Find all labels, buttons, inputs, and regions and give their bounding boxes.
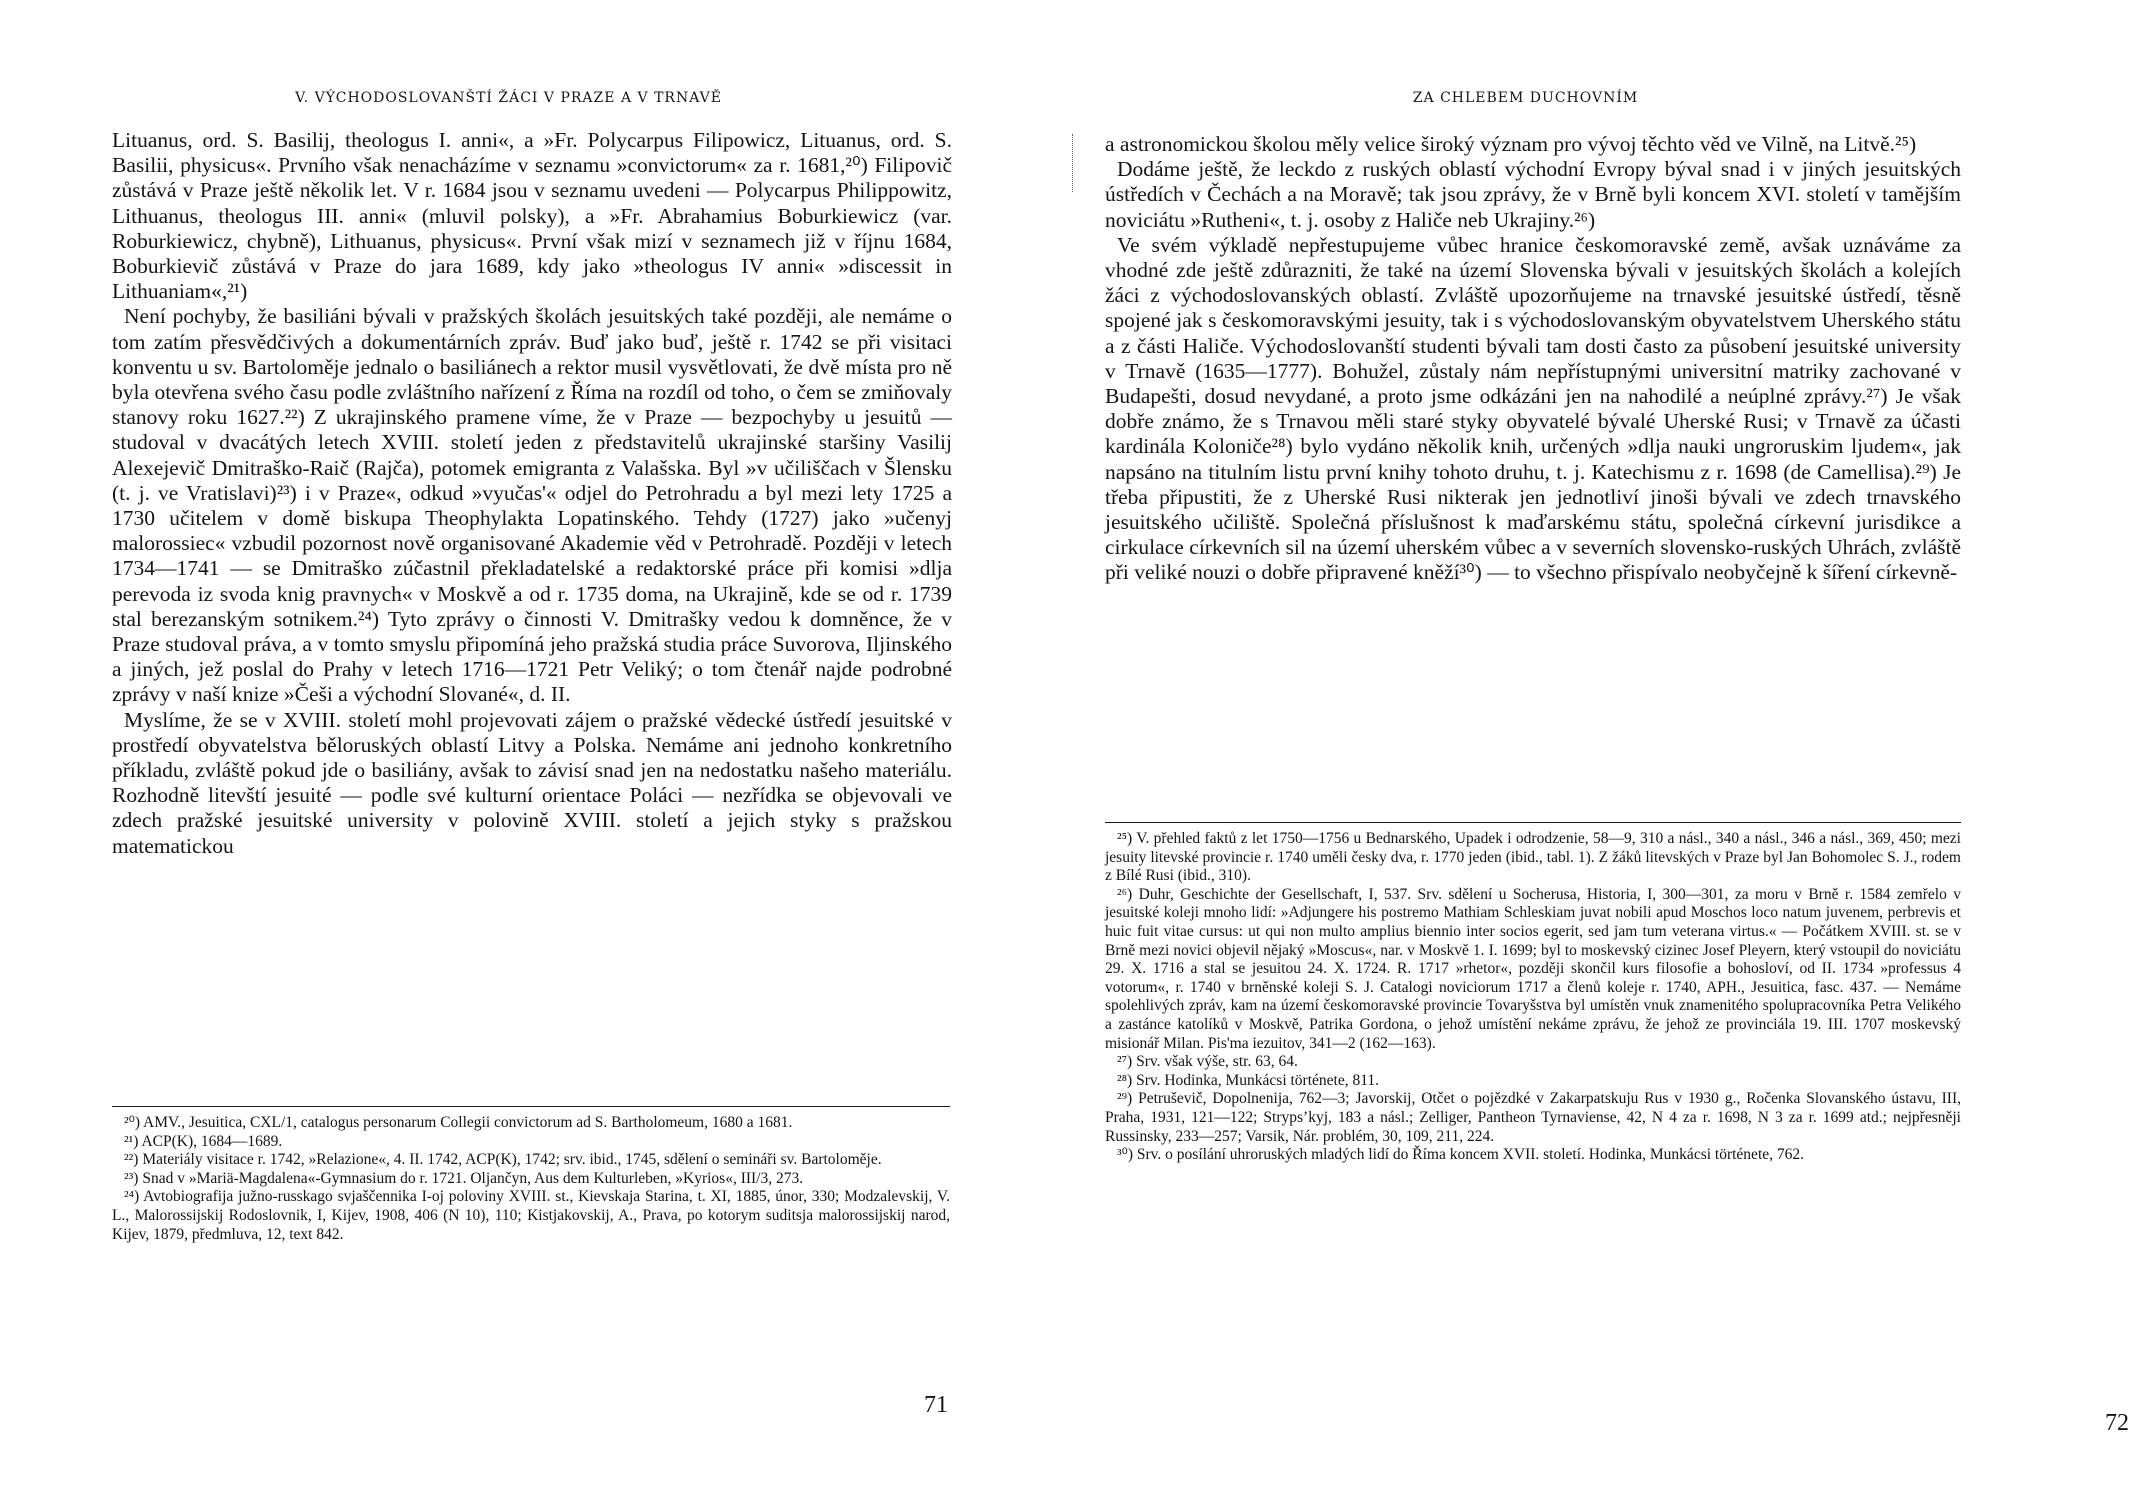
footnote: ²³) Snad v »Mariä-Magdalena«-Gymnasium do r. 1721. Oljančyn, Aus dem Kulturleben, »Kyrios«, III/3, 273. bbox=[124, 1169, 804, 1187]
page-number: 71 bbox=[924, 1392, 948, 1418]
footnote: ³⁰) Srv. o posílání uhroruských mladých lidí do Říma koncem XVII. století. Hodinka, Munkácsi története, 762. bbox=[1117, 1146, 1805, 1164]
paragraph: a astronomickou školou měly velice široký význam pro vývoj těchto věd ve Vilně, na Litvě.²⁵) bbox=[1105, 132, 1917, 156]
footnote: ²²) Materiály visitace r. 1742, »Relazione«, 4. II. 1742, ACP(K), 1742; srv. ibid., 1745, sdělení o semináři sv. Bartoloměje. bbox=[124, 1151, 882, 1169]
paragraph: Dodáme ještě, že leckdo z ruských oblastí východní Evropy býval snad i v jiných jesuitských ústředích v Čechách a na Moravě; tak jsou zprávy, že v Brně byli koncem XVI. století v tamějším noviciátu »Rutheni«, t. j. osoby z Haliče neb Ukrajiny.²⁶) bbox=[1105, 157, 1961, 232]
page-number: 72 bbox=[2105, 1410, 2129, 1436]
footnote: ²⁶) Duhr, Geschichte der Gesellschaft, I, 537. Srv. sdělení u Socherusa, Historia, I, 300—301, za moru v Brně r. 1584 zemřelo v jesuitské koleji mnoho lidí: »Adjungere his postremo Mathiam Schleskiam juvat nobili apud Moschos loco natum juvenem, perbrevis et huic fuit vitae cursus: ut qui non multo amplius biennio inter socios egerit, sed jam tum veterana virtus.« — Počátkem XVIII. st. se v Brně mezi novici objevil nějaký »Moscus«, nar. v Moskvě 1. I. 1699; byl to moskevský cizinec Josef Pleyern, který vstoupil do noviciátu 29. X. 1716 a stal se jesuitou 24. X. 1724. R. 1717 »rhetor«, později skončil kurs filosofie a bohosloví, od II. 1734 »professus 4 votorum«, r. 1740 v brněnské koleji S. J. Catalogi noviciorum 1717 a členů koleje r. 1740, APH., Jesuitica, fasc. 437. — Nemáme spolehlivých zpráv, kam na území českomoravské provincie Tovaryšstva byl umístěn vnuk znamenitého spolupracovníka Petra Velikého a zastánce katolíků v Moskvě, Patrika Gordona, o jehož umístění nekáme zprávu, že jehož ze provinciála 19. III. 1707 moskevský misionář Milan. Pis'ma iezuitov, 341—2 (162—163). bbox=[1105, 885, 1961, 1052]
paragraph: Lituanus, ord. S. Basilij, theologus I. anni«, a »Fr. Polycarpus Filipowicz, Lituanus, ord. S. Basilii, physicus«. Prvního však nenacházíme v seznamu »convictorum« za r. 1681,²⁰) Filipovič zůstává v Praze ještě několik let. V r. 1684 jsou v seznamu uvedeni — Polycarpus Philippowitz, Lithuanus, theologus III. anni« (mluvil polsky), a »Fr. Abrahamius Boburkiewicz (var. Roburkiewicz, chybně), Lithuanus, physicus«. První však mizí v seznamech již v říjnu 1684, Boburkievič zůstává v Praze do jara 1689, kdy jako »theologus IV anni« »discessit in Lithuaniam«,²¹) bbox=[112, 128, 952, 304]
footnote: ²⁴) Avtobiografija južno-russkago svjaščennika I-oj poloviny XVIII. st., Kievskaja Starina, t. XI, 1885, únor, 330; Modzalevskij, V. L., Malorossijskij Rodoslovnik, I, Kijev, 1908, 406 (N 10), 110; Kistjakovskij, A., Prava, po kotorym suditsja malorossijskij narod, Kijev, 1879, předmluva, 12, text 842. bbox=[112, 1188, 950, 1243]
footnote-rule bbox=[112, 1106, 950, 1107]
running-head: V. VÝCHODOSLOVANŠTÍ ŽÁCI V PRAZE A V TRNAVĚ bbox=[295, 90, 722, 106]
paragraph: Myslíme, že se v XVIII. století mohl projevovati zájem o pražské vědecké ústředí jesuitské v prostředí obyvatelstva běloruských oblastí Litvy a Polska. Nemáme ani jednoho konkretního příkladu, zvláště pokud jde o basiliány, avšak to závisí snad jen na nedostatku našeho materiálu. Rozhodně litevští jesuité — podle své kulturní orientace Poláci — nezřídka se objevovali ve zdech pražské jesuitské university v polovině XVIII. století a jejich styky s pražskou matematickou bbox=[112, 707, 952, 858]
footnote: ²⁹) Petruševič, Dopolnenija, 762—3; Javorskij, Otčet o pojězdké v Zakarpatskuju Rus v 1930 g., Ročenka Slovanského ústavu, III, Praha, 1931, 121—122; Strypsʼkyj, 183 a násl.; Zelliger, Pantheon Tyrnaviense, 42, N 4 za r. 1698, N 3 za r. 1699 atd.; nejpřesněji Russinsky, 233—257; Varsik, Nár. problém, 30, 109, 211, 224. bbox=[1105, 1090, 1961, 1145]
footnote: ²⁷) Srv. však výše, str. 63, 64. bbox=[1117, 1053, 1298, 1071]
footnotes bbox=[112, 1114, 950, 1244]
body-text bbox=[1105, 132, 1961, 586]
paragraph: Není pochyby, že basiliáni bývali v pražských školách jesuitských také později, ale nemáme o tom zatím přesvědčivých a dokumentárních zpráv. Buď jako buď, ještě r. 1742 se při visitaci konventu u sv. Bartoloměje jednalo o basiliánech a rektor musil vysvětlovati, že dvě místa pro ně byla otevřena svého času podle zvláštního nařízení z Říma na rozdíl od toho, o čem se zmiňovaly stanovy roku 1627.²²) Z ukrajinského pramene víme, že v Praze — bezpochyby u jesuitů — studoval v dvacátých letech XVIII. století jeden z představitelů ukrajinské staršiny Vasilij Alexejevič Dmitraško-Raič (Rajča), potomek emigranta z Valašska. Byl »v učiliščach v Šlensku (t. j. ve Vratislavi)²³) i v Praze«, odkud »vyučas'« odjel do Petrohradu a byl mezi lety 1725 a 1730 učitelem v domě biskupa Theophylakta Lopatinského. Tehdy (1727) jako »učenyj malorossiec« vzbudil pozornost nově organisované Akademie věd v Petrohradě. Později v letech 1734—1741 — se Dmitraško zúčastnil překladatelské a redaktorské práce při komisi »dlja perevoda iz svoda knig pravnych« v Moskvě a od r. 1735 doma, na Ukrajině, kde se od r. 1739 stal berezanským sotnikem.²⁴) Tyto zprávy o činnosti V. Dmitrašky vedou k domněnce, že v Praze studoval práva, a v tomto smyslu připomíná jeho pražská studia práce Suvorova, Iljinského a jiných, jež poslal do Prahy v letech 1716—1721 Petr Veliký; o tom čtenář najde podrobné zprávy v naší knize »Češi a východní Slované«, d. II. bbox=[112, 304, 952, 707]
footnote: ²¹) ACP(K), 1684—1689. bbox=[124, 1132, 283, 1150]
footnote: ²⁸) Srv. Hodinka, Munkácsi története, 811. bbox=[1117, 1071, 1380, 1089]
footnote-rule bbox=[1105, 822, 1961, 823]
left-page bbox=[0, 0, 1017, 1500]
body-text bbox=[112, 128, 952, 859]
paragraph: Ve svém výkladě nepřestupujeme vůbec hranice českomoravské země, avšak uznáváme za vhodné zde ještě zdůrazniti, že také na území Slovenska bývali v jesuitských školách a kolejích žáci z východoslovanských oblastí. Zvláště upozorňujeme na trnavské jesuitské ústředí, těsně spojené jak s českomoravskými jesuity, tak i s východoslovanským obyvatelstvem Uherského státu a z části Haliče. Východoslovanští studenti bývali tam dosti často za působení jesuitské university v Trnavě (1635—1777). Bohužel, zůstaly nám nepřístupnými universitní matriky zachované v Budapešti, dosud nevydané, a proto jsme odkázáni jen na nahodilé a neúplné zprávy.²⁷) Je však dobře známo, že s Trnavou měli staré styky obyvatelé bývalé Uherské Rusi; v Trnavě za účasti kardinála Koloniče²⁸) bylo vydáno několik knih, určených »dlja nauki ungroruskim ljudem«, jak napsáno na titulním listu první knihy tohoto druhu, t. j. Katechismu z r. 1698 (de Camellisa).²⁹) Je třeba připustiti, že z Uherské Rusi nikterak jen jednotliví jinoši bývali ve zdech trnavského jesuitského učiliště. Společná příslušnost k maďarskému státu, společná církevní jurisdikce a cirkulace církevních sil na území uherském vůbec a v severních slovensko-ruských Uhrách, zvláště při veliké nouzi o dobře připravené kněží³⁰) — to všechno přispívalo neobyčejně k šíření církevně- bbox=[1105, 232, 1961, 585]
footnote: ²⁰) AMV., Jesuitica, CXL/1, catalogus personarum Collegii convictorum ad S. Bartholomeum, 1680 a 1681. bbox=[124, 1114, 793, 1131]
margin-mark bbox=[1072, 134, 1075, 192]
footnotes bbox=[1105, 830, 1961, 1165]
right-page bbox=[1017, 0, 2129, 1500]
footnote: ²⁵) V. přehled faktů z let 1750—1756 u Bednarského, Upadek i odrodzenie, 58—9, 310 a násl., 340 a násl., 346 a násl., 369, 450; mezi jesuity litevské provincie r. 1740 uměli česky dva, r. 1770 jeden (ibid., tabl. 1). Z žáků litevských v Praze byl Jan Bohomolec S. J., rodem z Bílé Rusi (ibid., 310). bbox=[1105, 830, 1961, 885]
running-head: ZA CHLEBEM DUCHOVNÍM bbox=[1412, 90, 1639, 106]
